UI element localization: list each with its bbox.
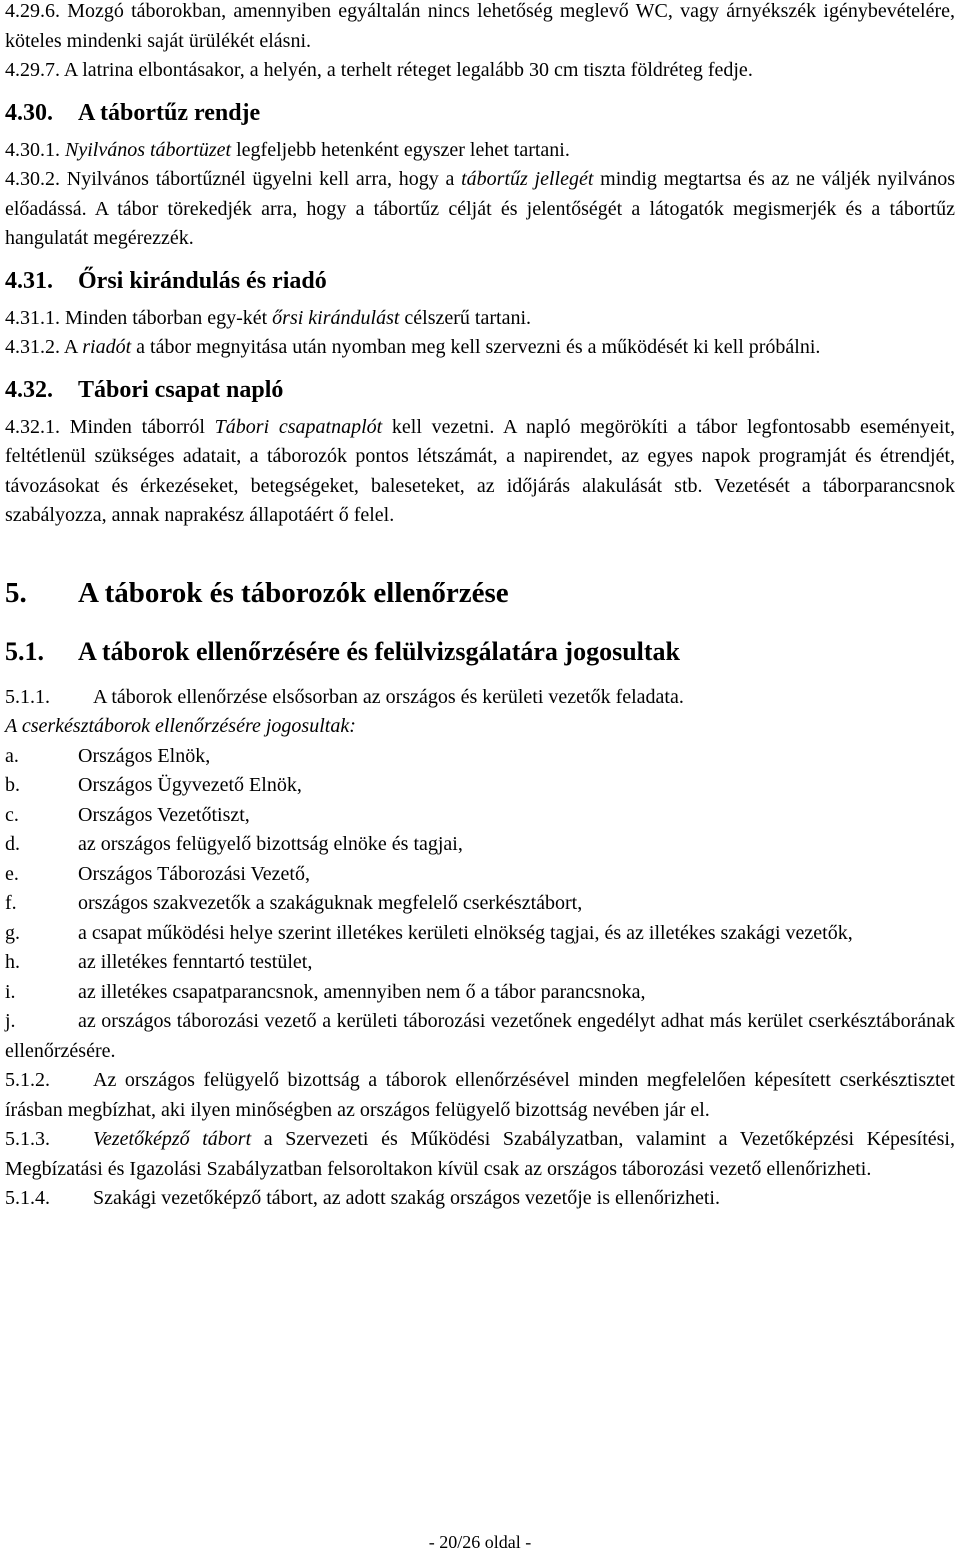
list-marker: a. [5,744,19,767]
paragraph-text: Minden táborról [69,415,215,438]
list-item [5,919,955,949]
paragraph-5-1-3 [5,1125,955,1184]
list-item-text: Országos Ügyvezető Elnök, [78,774,302,796]
heading-5-1 [5,635,955,669]
section-number: 4.29.6. [5,0,60,22]
heading-4-32 [5,375,955,405]
paragraph-5-1-1 [5,683,955,713]
emphasis: Tábori csapatnaplót [214,415,383,438]
section-number: 4.31.2. [5,336,60,358]
heading-4-30 [5,98,955,128]
paragraph-text: Nyilvános tábortűznél ügyelni kell arra, hogy a [66,168,462,190]
section-number: 4.32.1. [5,415,60,438]
list-item-text: a csapat működési helye szerint illetékes kerületi elnökség tagjai, és az illetékes szakági vezetők, [78,921,853,944]
list-item-text: Országos Vezetőtiszt, [78,803,250,826]
section-number: 5.1.4. [5,1187,50,1209]
list-marker: h. [5,951,20,973]
list-item [5,889,955,919]
list-item [5,860,955,890]
section-number: 4.30.1. [5,138,60,161]
list-item-text: az illetékes fenntartó testület, [78,951,313,973]
section-number: 4.29.7. [5,59,60,81]
paragraph-5-1-4 [5,1184,955,1214]
paragraph-4-29-6 [5,0,955,56]
list-marker: d. [5,833,20,855]
list-item [5,978,955,1008]
list-item [5,948,955,978]
paragraph-text: a Szervezeti és Működési Szabályzatban, valamint a Vezetőképzési Képesítési, Megbízatási és Igazolási Szabályzatban felsoroltakon kívül csak az országos táborozási vezető ellenőrizheti. [5,1128,955,1180]
list-item-text: országos szakvezetők a szakáguknak megfelelő cserkésztábort, [78,892,583,914]
heading-number: 5. [5,576,27,609]
page-footer: - 20/26 oldal - [428,1532,532,1552]
list-item [5,1007,955,1066]
emphasis: Nyilvános tábortüzet [65,138,232,161]
paragraph-5-1-2 [5,1066,955,1125]
list-marker: g. [5,921,20,944]
heading-title: A tábortűz rendje [78,99,261,126]
heading-title: A táborok és táborozók ellenőrzése [78,576,509,609]
paragraph-text: Szakági vezetőképző tábort, az adott szakág országos vezetője is ellenőrizheti. [93,1187,720,1209]
heading-title: A táborok ellenőrzésére és felülvizsgálatára jogosultak [78,636,681,666]
emphasis: A cserkésztáborok ellenőrzésére jogosultak: [5,715,356,737]
list-marker: j. [5,1010,16,1032]
emphasis: tábortűz jellegét [461,168,594,190]
emphasis: őrsi kirándulást [272,306,400,329]
paragraph-4-31-1 [5,304,955,334]
paragraph-text: A [63,336,83,358]
paragraph-4-31-2 [5,333,955,363]
list-marker: i. [5,980,16,1003]
list-marker: f. [5,892,17,914]
heading-number: 4.30. [5,99,53,126]
heading-number: 5.1. [5,636,44,666]
list-marker: b. [5,774,20,796]
paragraph-4-30-1 [5,136,955,166]
section-number: 5.1.3. [5,1128,50,1150]
emphasis: riadót [82,336,132,358]
list-item [5,742,955,772]
list-item [5,771,955,801]
heading-5 [5,575,955,611]
list-item-text: Országos Elnök, [78,744,211,767]
heading-number: 4.32. [5,376,53,403]
paragraph-text: a tábor megnyitása után nyomban meg kell szervezni és a működését ki kell próbálni. [131,336,821,358]
paragraph-text: A latrina elbontásakor, a helyén, a terhelt réteget legalább 30 cm tiszta földréteg fedje. [63,59,753,81]
list-item-text: az országos táborozási vezető a kerületi táborozási vezetőnek engedélyt adhat más kerület cserkésztáborának ellenőrzésére. [5,1010,955,1062]
list-intro [5,712,955,742]
list-item [5,830,955,860]
paragraph-text: Mozgó táborokban, amennyiben egyáltalán nincs lehetőség meglevő WC, vagy árnyékszék igénybevételére, köteles mindenki saját ürülékét elásni. [5,0,955,52]
heading-number: 4.31. [5,267,53,294]
paragraph-text: A táborok ellenőrzése elsősorban az országos és kerületi vezetők feladata. [93,685,684,708]
paragraph-4-29-7 [5,56,955,86]
list-item-text: az illetékes csapatparancsnok, amennyiben nem ő a tábor parancsnoka, [78,980,646,1003]
paragraph-text: Minden táborban egy-két [65,306,273,329]
document-page [5,0,955,1214]
authorized-list [5,742,955,1067]
paragraph-text: Az országos felügyelő bizottság a táborok ellenőrzésével minden megfelelően képesített cserkésztisztet írásban megbízhat, aki ilyen minőségben az országos felügyelő bizottság nevében jár el. [5,1069,955,1121]
paragraph-text: célszerű tartani. [399,306,532,329]
heading-title: Tábori csapat napló [78,376,284,403]
paragraph-4-32-1 [5,413,955,531]
heading-title: Őrsi kirándulás és riadó [78,267,327,294]
emphasis: Vezetőképző tábort [93,1128,252,1150]
paragraph-4-30-2 [5,165,955,254]
paragraph-text: legfeljebb hetenként egyszer lehet tartani. [231,138,570,161]
section-number: 5.1.2. [5,1069,50,1091]
list-marker: c. [5,803,19,826]
section-number: 4.30.2. [5,168,60,190]
list-item [5,801,955,831]
list-marker: e. [5,862,19,885]
heading-4-31 [5,266,955,296]
paragraph-text: kell vezetni. A napló megörökíti a tábor legfontosabb eseményeit, feltétlenül szükséges adatait, a táborozók pontos létszámát, a napirendet, az egyes napok programját és étrendjét, távozásokat és érkezéseket, betegségeket, baleseteket, az időjárás alakulását stb. Vezetését a táborparancsnok szabályozza, annak naprakész állapotáért ő felel. [5,415,956,526]
paragraph-text: mindig megtartsa és az ne váljék nyilvános előadássá. A tábor törekedjék arra, hogy a tábortűz célját és jelentőségét a látogatók megismerjék és a tábortűz hangulatát megérezzék. [5,168,955,249]
list-item-text: Országos Táborozási Vezető, [78,862,310,885]
section-number: 5.1.1. [5,685,50,708]
list-item-text: az országos felügyelő bizottság elnöke és tagjai, [78,833,463,855]
section-number: 4.31.1. [5,306,60,329]
